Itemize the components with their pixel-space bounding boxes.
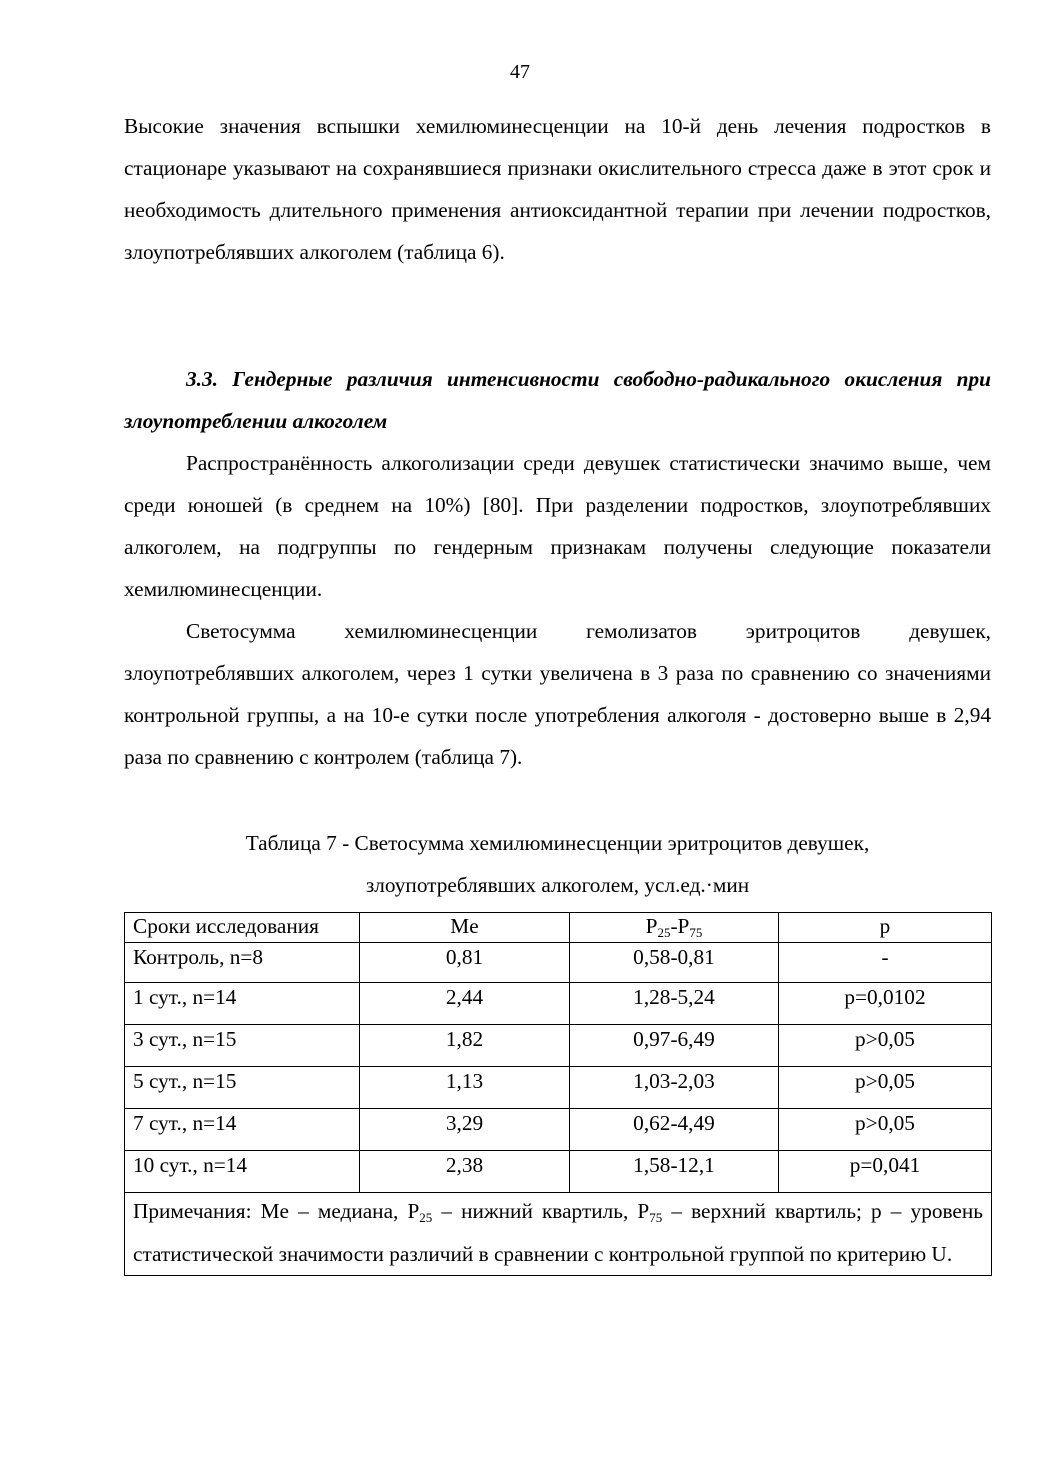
table-header-row <box>125 913 992 943</box>
table-row <box>125 1151 992 1193</box>
page-number: 47 <box>510 61 530 83</box>
header-quartiles: $P_{25}-P_{75}$ <box>570 913 779 943</box>
cell-quartiles: 1,03-2,03 <box>570 1067 779 1109</box>
cell-period: 5 сут., n=15 <box>125 1067 360 1109</box>
cell-p-value: p=0,0102 <box>779 983 992 1025</box>
table-caption-line-2: злоупотреблявших алкоголем, усл.ед.·мин <box>365 873 750 897</box>
table-row <box>125 983 992 1025</box>
body-paragraph-2 <box>124 442 991 610</box>
cell-median: 1,82 <box>360 1025 570 1067</box>
section-heading-text: 3.3. Гендерные различия интенсивности свободно-радикального окисления при злоупотреблении алкоголем <box>124 367 991 433</box>
table-row <box>125 1109 992 1151</box>
cell-median: 1,13 <box>360 1067 570 1109</box>
cell-median: 2,44 <box>360 983 570 1025</box>
cell-quartiles: 0,97-6,49 <box>570 1025 779 1067</box>
cell-median: 2,38 <box>360 1151 570 1193</box>
table-notes-row <box>125 1193 992 1276</box>
cell-quartiles: 0,58-0,81 <box>570 943 779 983</box>
header-p-value: p <box>779 913 992 943</box>
cell-p-value: p>0,05 <box>779 1109 992 1151</box>
notes-text: Примечания: Me – медиана, $P_{25}$ – нижний квартиль, $P_{75}$ – верхний квартиль; p – уровень статистической значимости различий в сравнении с контрольной группой по критерию U. <box>133 1199 983 1266</box>
paragraph-text: Светосумма хемилюминесценции гемолизатов эритроцитов девушек, злоупотреблявших алкоголем, через 1 сутки увеличена в 3 раза по сравнению со значениями контрольной группы, а на 10-е сутки после употребления алкоголя - достоверно выше в 2,94 раза по сравнению с контролем (таблица 7). <box>124 619 991 769</box>
header-median: Me <box>360 913 570 943</box>
section-heading <box>124 358 991 442</box>
table-row <box>125 943 992 983</box>
cell-period: 7 сут., n=14 <box>125 1109 360 1151</box>
cell-quartiles: 1,58-12,1 <box>570 1151 779 1193</box>
header-period: Сроки исследования <box>125 913 360 943</box>
cell-p-value: p>0,05 <box>779 1025 992 1067</box>
cell-median: 3,29 <box>360 1109 570 1151</box>
body-paragraph-1 <box>124 105 991 273</box>
table-notes <box>125 1193 992 1276</box>
cell-p-value: - <box>779 943 992 983</box>
data-table <box>124 912 992 1276</box>
cell-median: 0,81 <box>360 943 570 983</box>
table-row <box>125 1025 992 1067</box>
cell-quartiles: 1,28-5,24 <box>570 983 779 1025</box>
body-paragraph-3 <box>124 610 991 778</box>
paragraph-text: Высокие значения вспышки хемилюминесценции на 10-й день лечения подростков в стационаре указывают на сохранявшиеся признаки окислительного стресса даже в этот срок и необходимость длительного применения антиоксидантной терапии при лечении подростков, злоупотреблявших алкоголем (таблица 6). <box>124 114 991 264</box>
paragraph-text: Распространённость алкоголизации среди девушек статистически значимо выше, чем среди юношей (в среднем на 10%) [80]. При разделении подростков, злоупотреблявших алкоголем, на подгруппы по гендерным признакам получены следующие показатели хемилюминесценции. <box>124 451 991 601</box>
table-caption-line-1: Таблица 7 - Светосумма хемилюминесценции эритроцитов девушек, <box>245 831 870 855</box>
cell-quartiles: 0,62-4,49 <box>570 1109 779 1151</box>
table-row <box>125 1067 992 1109</box>
cell-p-value: p=0,041 <box>779 1151 992 1193</box>
cell-period: Контроль, n=8 <box>125 943 360 983</box>
cell-period: 3 сут., n=15 <box>125 1025 360 1067</box>
cell-period: 1 сут., n=14 <box>125 983 360 1025</box>
cell-period: 10 сут., n=14 <box>125 1151 360 1193</box>
cell-p-value: p>0,05 <box>779 1067 992 1109</box>
